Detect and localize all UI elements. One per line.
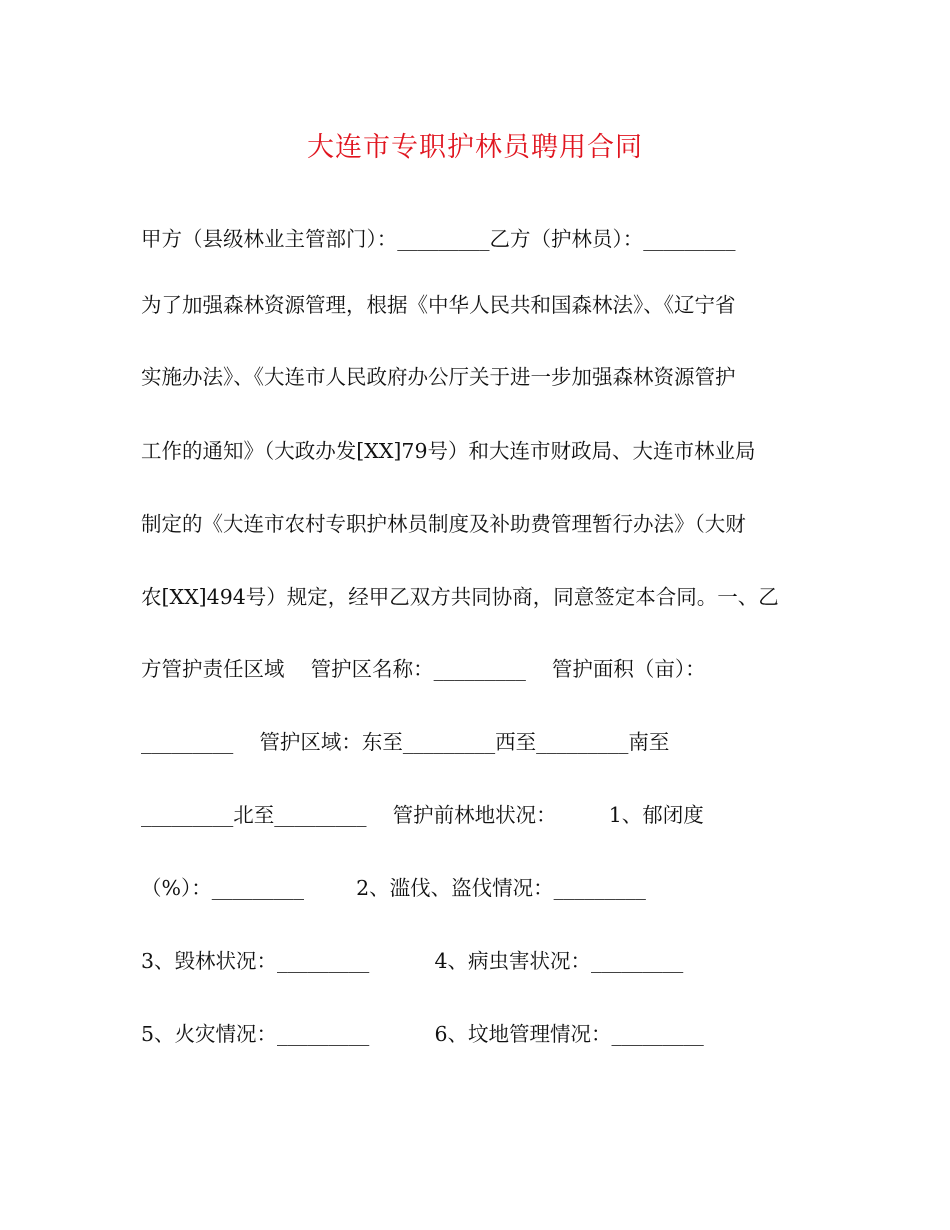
text-line-4: 工作的通知》（大政办发[XX]79号）和大连市财政局、大连市林业局 [141,439,756,463]
text-line-12: 5、火灾情况：_________ 6、坟地管理情况：_________ [141,1022,704,1046]
text-line-2: 为了加强森林资源管理，根据《中华人民共和国森林法》、《辽宁省 [141,293,736,317]
text-line-11: 3、毁林状况：_________ 4、病虫害状况：_________ [141,949,684,973]
text-line-7: 方管护责任区域 管护区名称：_________ 管护面积（亩）： [141,657,706,681]
text-line-10: （%）：_________ 2、滥伐、盗伐情况：_________ [141,876,646,900]
contract-title: 大连市专职护林员聘用合同 [307,132,643,163]
text-line-8: _________ 管护区域：东至_________西至_________南至 [141,730,670,754]
text-line-9: _________北至_________ 管护前林地状况： 1、郁闭度 [141,803,704,827]
text-line-6: 农[XX]494号）规定，经甲乙双方共同协商，同意签定本合同。一、乙 [141,585,779,609]
text-line-3: 实施办法》、《大连市人民政府办公厅关于进一步加强森林资源管护 [141,365,736,389]
text-line-5: 制定的《大连市农村专职护林员制度及补助费管理暂行办法》（大财 [141,512,746,536]
text-line-1: 甲方（县级林业主管部门）：_________乙方（护林员）：_________ [141,227,736,251]
